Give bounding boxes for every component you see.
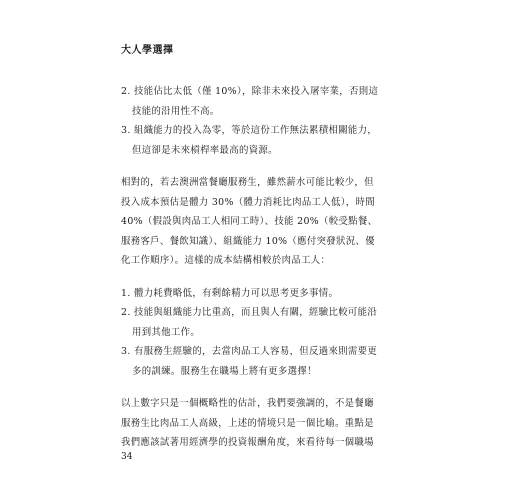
list-costs-meat-worker: [121, 82, 401, 160]
list-item: 2. 技能佔比太低（僅 10%），除非未來投入屠宰業，否則這: [121, 86, 379, 97]
paragraph-line: 投入成本預估是體力 30%（體力消耗比肉品工人低），時間: [121, 196, 375, 208]
page-body: [121, 82, 401, 453]
paragraph-conclusion: [121, 394, 401, 453]
page-number: 34: [121, 452, 133, 462]
running-header: 大人學選擇: [121, 45, 174, 56]
list-item: 2. 技能與組織能力比重高，而且與人有關，經驗比較可能沿: [121, 307, 378, 318]
list-waiter-comparison: [121, 284, 401, 382]
list-item-continuation: 用到其他工作。: [132, 326, 201, 338]
paragraph-waiter: [121, 173, 401, 271]
list-item-continuation: 多的訓練。服務生在職場上將有更多選擇！: [132, 365, 317, 377]
list-item: 3. 有服務生經驗的，去當肉品工人容易，但反過來則需要更: [121, 346, 378, 357]
paragraph-line: 化工作順序）。這樣的成本結構相較於肉品工人：: [121, 255, 331, 266]
list-item: 1. 體力耗費略低，有剩餘精力可以思考更多事情。: [121, 287, 339, 299]
paragraph-line: 服務生比肉品工人高級，上述的情境只是一個比喻。重點是: [121, 417, 374, 429]
list-item-continuation: 但這卻是未來槓桿率最高的資源。: [132, 144, 278, 156]
list-item: 3. 組織能力的投入為零，等於這份工作無法累積相關能力，: [121, 125, 378, 136]
paragraph-line: 服務客戶、餐飲知識）、組織能力 10%（應付突發狀況、優: [121, 235, 375, 247]
list-item-continuation: 技能的沿用性不高。: [132, 105, 220, 117]
paragraph-line: 40%（假設與肉品工人相同工時）、技能 20%（較受點餐、: [121, 216, 378, 227]
paragraph-line: 以上數字只是一個概略性的估計，我們要強調的，不是餐廳: [121, 398, 374, 409]
paragraph-line: 我們應該試著用經濟學的投資報酬角度，來看待每一個職場: [121, 437, 374, 448]
paragraph-line: 相對的，若去澳洲當餐廳服務生，雖然薪水可能比較少，但: [121, 177, 374, 188]
